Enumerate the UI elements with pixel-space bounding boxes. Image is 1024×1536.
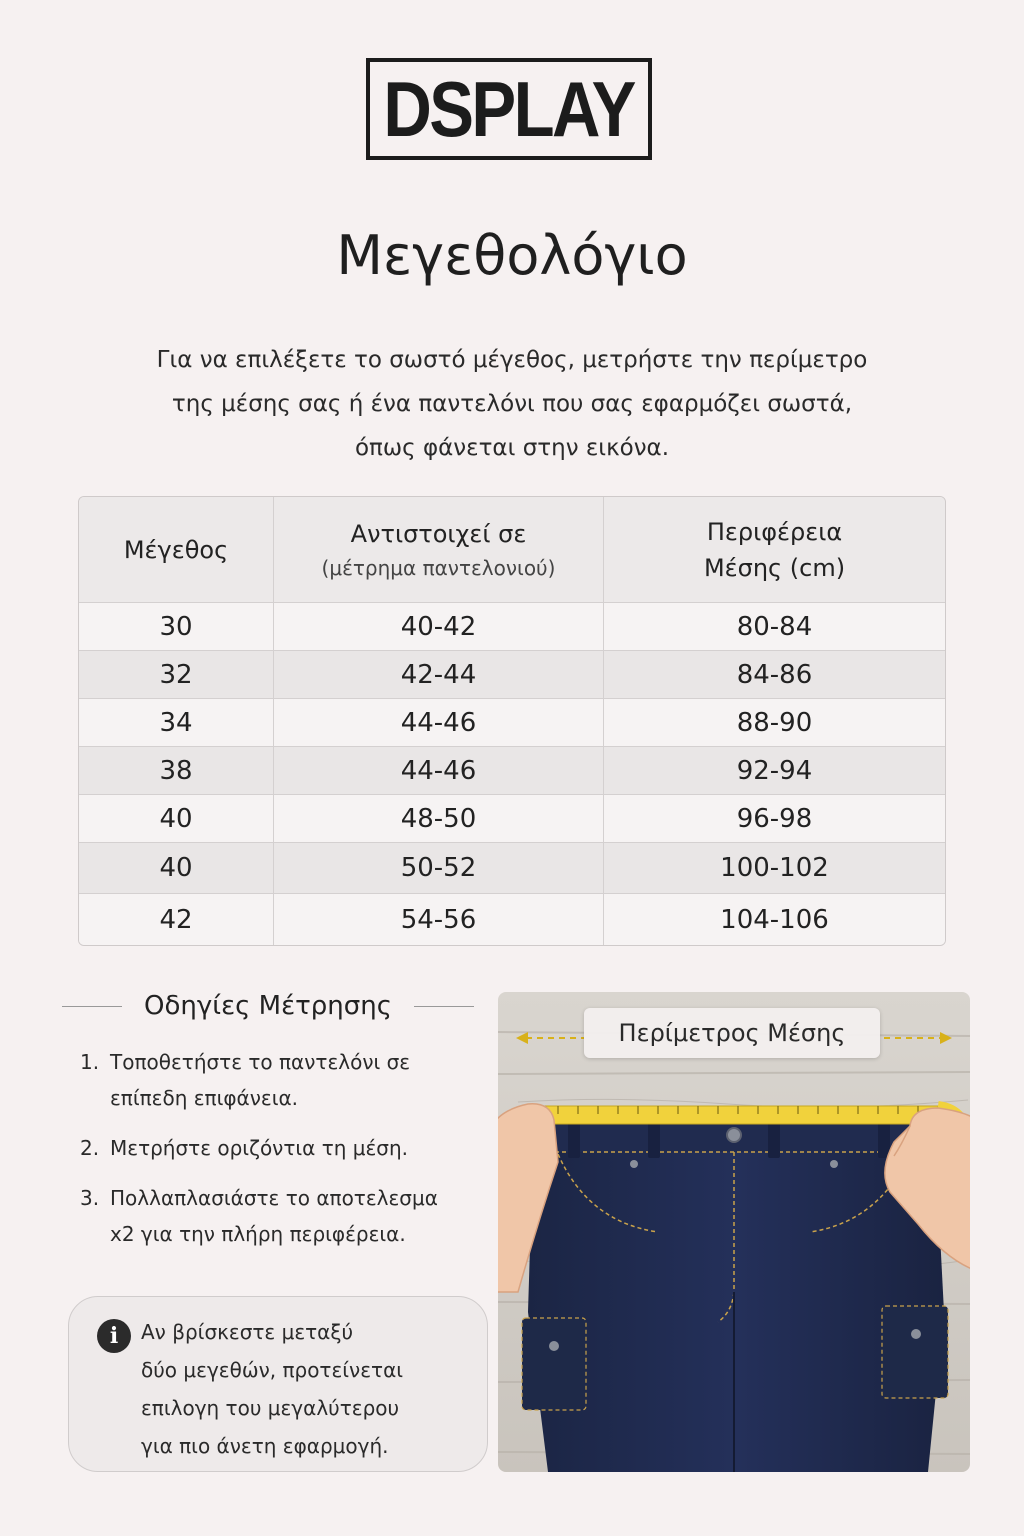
header-size-label: Μέγεθος: [123, 535, 229, 564]
pants-measure-cell: 54-56: [274, 894, 604, 945]
pants-measure-cell: 48-50: [274, 795, 604, 842]
note-text: Αν βρίσκεστε μεταξύ δύο μεγεθών, προτείνεται επιλογη του μεγαλύτερου για πιο άνετη εφαρμογή.: [141, 1320, 404, 1458]
header-corresponds-label: Αντιστοιχεί σε: [350, 519, 527, 548]
info-icon: i: [97, 1319, 131, 1353]
list-item: [80, 1180, 480, 1252]
pants-measure-cell: 50-52: [274, 843, 604, 893]
header-corresponds: [274, 497, 604, 602]
pants-body: [528, 1118, 944, 1472]
header-corresponds-sublabel: (μέτρημα παντελονιού): [321, 555, 556, 580]
pants-measure-cell: 44-46: [274, 747, 604, 794]
intro-text: [90, 338, 934, 470]
step-number: 2.: [80, 1136, 100, 1160]
pants-button: [727, 1128, 741, 1142]
size-cell: 34: [79, 699, 274, 746]
measurement-illustration: [498, 992, 970, 1472]
step-text: Τοποθετήστε το παντελόνι σε επίπεδη επιφάνεια.: [110, 1050, 411, 1110]
waist-cell: 96-98: [736, 803, 813, 834]
table-row: [79, 747, 945, 795]
waist-cell: 84-86: [736, 659, 813, 690]
pants-measure-cell: 40-42: [274, 603, 604, 650]
size-chart-table: [78, 496, 946, 946]
step-text: Μετρήστε οριζόντια τη μέση.: [110, 1136, 409, 1160]
step-number: 1.: [80, 1050, 100, 1074]
step-text: Πολλαπλασιάστε το αποτελεσμα x2 για την πλήρη περιφέρεια.: [110, 1186, 438, 1246]
table-row: [79, 603, 945, 651]
waist-cell: 88-90: [736, 707, 813, 738]
brand-logo: [366, 58, 652, 160]
cargo-pocket-left: [522, 1318, 586, 1410]
table-row: [79, 795, 945, 843]
list-item: [80, 1044, 480, 1116]
info-note: [68, 1296, 488, 1472]
pants-measure-cell: 44-46: [274, 699, 604, 746]
table-row: [79, 699, 945, 747]
step-number: 3.: [80, 1186, 100, 1210]
page-title: Μεγεθολόγιο: [336, 224, 688, 287]
cargo-pocket-right: [882, 1306, 948, 1398]
heading-divider: [62, 1006, 122, 1007]
size-cell: 40: [79, 843, 274, 893]
header-waist-label-line2: Μέσης (cm): [703, 553, 846, 582]
heading-divider: [414, 1006, 474, 1007]
logo-text: DSPLAY: [383, 65, 635, 153]
header-waist-label: Περιφέρεια: [706, 517, 843, 546]
intro-line: όπως φάνεται στην εικόνα.: [354, 435, 670, 461]
waist-measure-label: Περίμετρος Μέσης: [584, 1008, 880, 1058]
header-size: [79, 497, 274, 602]
instructions-heading: [62, 984, 474, 1028]
table-header-row: [79, 497, 945, 603]
pants-measure-cell: 42-44: [274, 651, 604, 698]
table-row: [79, 894, 945, 945]
instructions-list: [80, 1044, 480, 1266]
intro-line: της μέσης σας ή ένα παντελόνι που σας εφαρμόζει σωστά,: [171, 391, 853, 417]
instructions-title: Οδηγίες Μέτρησης: [144, 991, 392, 1021]
waist-cell: 104-106: [720, 904, 829, 935]
measurement-photo: [498, 992, 970, 1472]
waist-cell: 100-102: [720, 853, 829, 883]
table-row: [79, 651, 945, 699]
waist-cell: 80-84: [736, 611, 813, 642]
size-cell: 30: [79, 603, 274, 650]
header-waist: [604, 497, 945, 602]
size-cell: 38: [79, 747, 274, 794]
tape-measure: [528, 1106, 938, 1124]
intro-line: Για να επιλέξετε το σωστό μέγεθος, μετρήστε την περίμετρο: [156, 347, 868, 373]
list-item: [80, 1130, 480, 1166]
waist-cell: 92-94: [736, 755, 813, 786]
size-cell: 32: [79, 651, 274, 698]
size-cell: 40: [79, 795, 274, 842]
table-row: [79, 843, 945, 894]
size-cell: 42: [79, 894, 274, 945]
